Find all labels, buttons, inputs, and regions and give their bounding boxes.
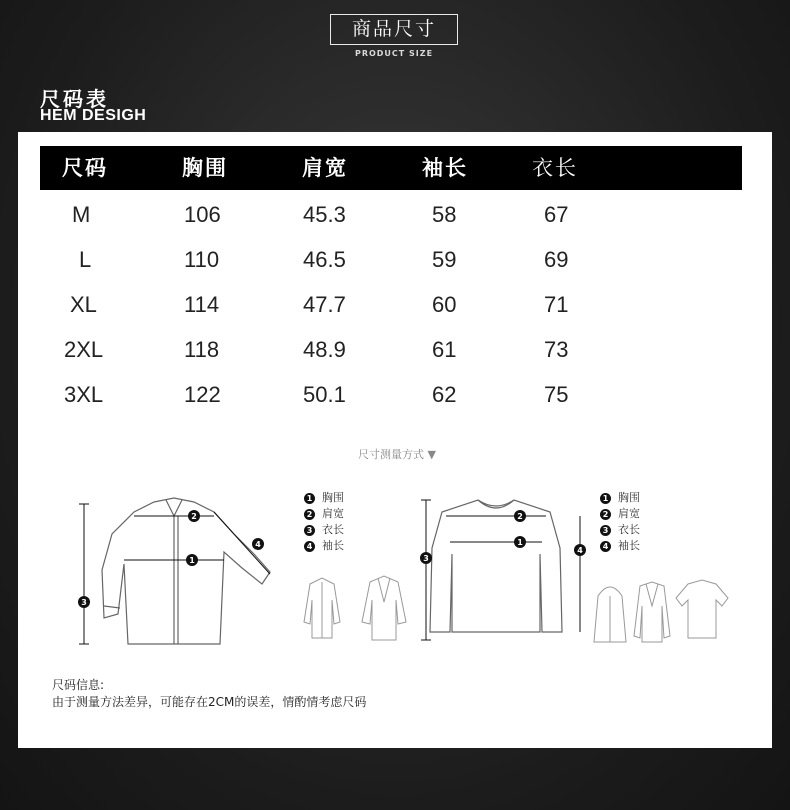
- cell-shoulder: 48.9: [303, 337, 346, 362]
- shirt-diagram: [74, 494, 314, 654]
- table-row: [18, 195, 772, 235]
- marker-4: [252, 538, 264, 550]
- legend-right: [600, 490, 640, 554]
- marker-2: [514, 510, 526, 522]
- marker-3: [420, 552, 432, 564]
- legend-item: 2 肩宽: [304, 506, 344, 522]
- table-row: [18, 375, 772, 415]
- cell-length: 67: [544, 202, 569, 227]
- cell-chest: 114: [184, 292, 220, 317]
- notes-title: 尺码信息:: [52, 678, 105, 692]
- cell-sleeve: 61: [432, 337, 457, 362]
- table-row: [18, 240, 772, 280]
- svg-text:1: 1: [517, 538, 523, 547]
- legend-item: 1 胸围: [600, 490, 640, 506]
- measure-title: 尺寸测量方式 ▼: [358, 448, 436, 461]
- header-length: 衣长: [532, 156, 578, 180]
- table-header: [40, 146, 742, 190]
- legend-item: 4 袖长: [600, 538, 640, 554]
- table-row: [18, 285, 772, 325]
- header-sleeve: 袖长: [422, 156, 468, 180]
- marker-3: [78, 596, 90, 608]
- svg-text:4: 4: [577, 546, 583, 555]
- cell-sleeve: 58: [432, 202, 457, 227]
- size-chart-panel: [18, 132, 772, 748]
- header-shoulder: 肩宽: [302, 156, 348, 180]
- cell-length: 71: [544, 292, 569, 317]
- sweater-diagram: [420, 492, 590, 652]
- cell-chest: 122: [184, 382, 221, 407]
- marker-2: [188, 510, 200, 522]
- cell-size: 3XL: [64, 382, 104, 407]
- cell-length: 75: [544, 382, 569, 407]
- cell-chest: 106: [184, 202, 221, 227]
- cell-size: 2XL: [64, 337, 104, 362]
- cell-shoulder: 46.5: [303, 247, 346, 272]
- knitwear-sketches: [592, 576, 732, 650]
- legend-left: [304, 490, 344, 554]
- svg-text:1: 1: [189, 556, 195, 565]
- notes-text: 由于测量方法差异，可能存在2CM的误差，情酌情考虑尺码: [52, 695, 367, 709]
- cell-sleeve: 62: [432, 382, 457, 407]
- legend-item: 4 袖长: [304, 538, 344, 554]
- marker-4: [574, 544, 586, 556]
- marker-1: [514, 536, 526, 548]
- svg-text:3: 3: [81, 598, 87, 607]
- svg-text:2: 2: [191, 512, 197, 521]
- cell-shoulder: 47.7: [303, 292, 346, 317]
- table-row: [18, 330, 772, 370]
- section-title-en: HEM DESIGH: [40, 107, 147, 124]
- legend-item: 3 衣长: [600, 522, 640, 538]
- svg-text:3: 3: [423, 554, 429, 563]
- cell-shoulder: 50.1: [303, 382, 346, 407]
- page-title: 商品尺寸: [330, 14, 458, 45]
- legend-item: 1 胸围: [304, 490, 344, 506]
- cell-shoulder: 45.3: [303, 202, 346, 227]
- legend-item: 3 衣长: [304, 522, 344, 538]
- section-title-cn: 尺码表: [40, 87, 109, 111]
- marker-1: [186, 554, 198, 566]
- legend-item: 2 肩宽: [600, 506, 640, 522]
- cell-chest: 118: [184, 337, 220, 362]
- cell-sleeve: 60: [432, 292, 457, 317]
- cell-chest: 110: [184, 247, 220, 272]
- cell-size: L: [79, 247, 92, 272]
- header-chest: 胸围: [182, 156, 228, 180]
- svg-text:4: 4: [255, 540, 261, 549]
- page-subtitle: PRODUCT SIZE: [354, 49, 434, 58]
- cell-length: 73: [544, 337, 569, 362]
- cell-length: 69: [544, 247, 569, 272]
- cell-size: M: [72, 202, 91, 227]
- jacket-sketches: [298, 572, 418, 648]
- header-size: 尺码: [62, 156, 108, 180]
- svg-text:2: 2: [517, 512, 523, 521]
- cell-sleeve: 59: [432, 247, 457, 272]
- cell-size: XL: [70, 292, 97, 317]
